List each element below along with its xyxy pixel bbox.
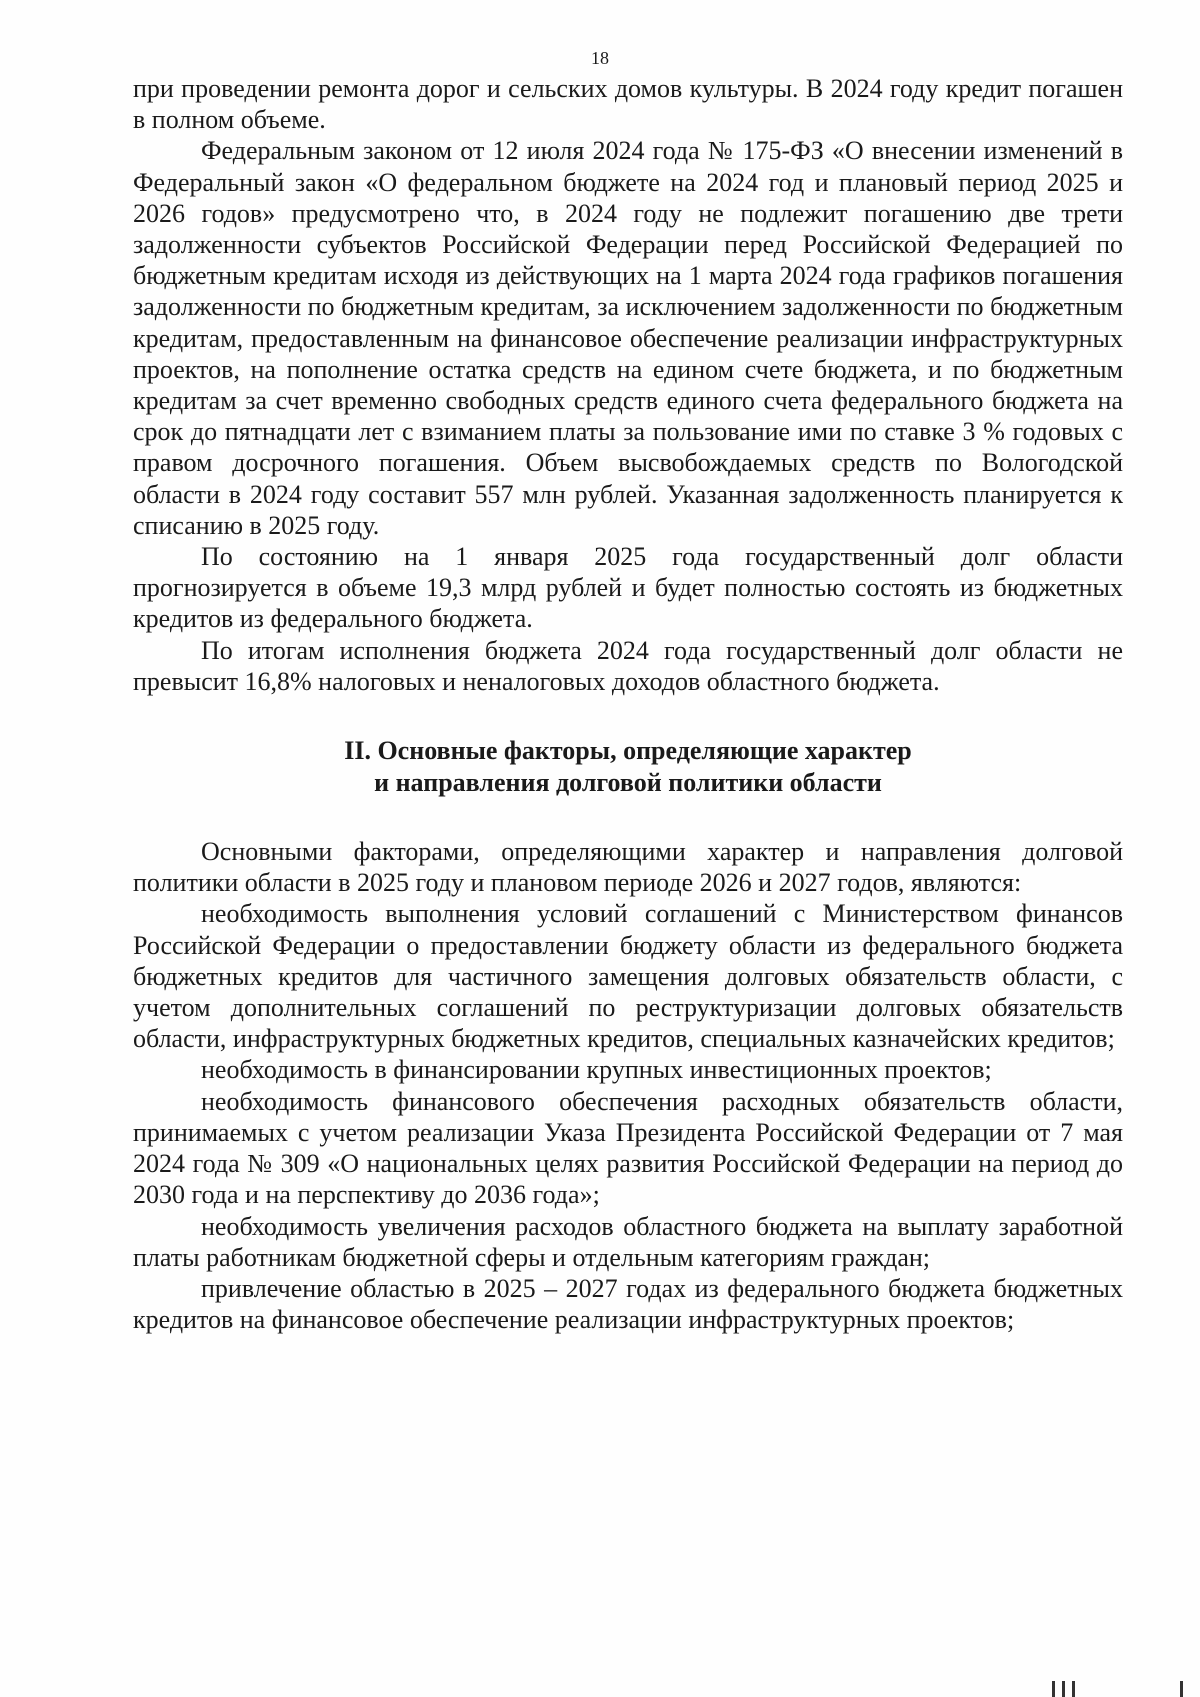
section-heading-line-2: и направления долговой политики области bbox=[374, 767, 882, 797]
paragraph-factors-intro: Основными факторами, определяющими характер и направления долговой политики области в 2025 году и плановом периоде 2026 и 2027 годов, являются: bbox=[133, 837, 1123, 898]
section-heading-line-1: II. Основные факторы, определяющие характер bbox=[344, 736, 912, 766]
document-body bbox=[133, 73, 1123, 1335]
paragraph-debt-limit: По итогам исполнения бюджета 2024 года государственный долг области не превысит 16,8% налоговых и неналоговых доходов областного бюджета. bbox=[133, 635, 1123, 696]
paragraph-federal-law: Федеральным законом от 12 июля 2024 года № 175-ФЗ «О внесении изменений в Федеральный закон «О федеральном бюджете на 2024 год и плановый период 2025 и 2026 годов» предусмотрено что, в 2024 году не подлежит погашению две трети задолженности субъектов Российской Федерации перед Российской Федерацией по бюджетным кредитам исходя из действующих на 1 марта 2024 года графиков погашения задолженности по бюджетным кредитам, за исключением задолженности по бюджетным кредитам, предоставленным на финансовое обеспечение реализации инфраструктурных проектов, на пополнение остатка средств на едином счете бюджета, и по бюджетным кредитам за счет временно свободных средств единого счета федерального бюджета на срок до пятнадцати лет с взиманием платы за пользование ими по ставке 3 % годовых с правом досрочного погашения. Объем высвобождаемых средств по Вологодской области в 2024 году составит 557 млн рублей. Указанная задолженность планируется к списанию в 2025 году. bbox=[133, 136, 1123, 540]
scan-mark bbox=[1052, 1681, 1055, 1697]
list-item-factor-expenditure: необходимость финансового обеспечения расходных обязательств области, принимаемых с учетом реализации Указа Президента Российской Федерации от 7 мая 2024 года № 309 «О национальных целях развития Российской Федерации на период до 2030 года и на перспективу до 2036 года»; bbox=[133, 1086, 1123, 1210]
list-item-factor-salaries: необходимость увеличения расходов областного бюджета на выплату заработной платы работникам бюджетной сферы и отдельным категориям граждан; bbox=[133, 1211, 1123, 1272]
paragraph-debt-forecast: По состоянию на 1 января 2025 года государственный долг области прогнозируется в объеме 19,3 млрд рублей и будет полностью состоять из бюджетных кредитов из федерального бюджета. bbox=[133, 542, 1123, 634]
list-item-factor-agreements: необходимость выполнения условий соглашений с Министерством финансов Российской Федерации о предоставлении бюджету области из федерального бюджета бюджетных кредитов для частичного замещения долговых обязательств области, с учетом дополнительных соглашений по реструктуризации долговых обязательств области, инфраструктурных бюджетных кредитов, специальных казначейских кредитов; bbox=[133, 899, 1123, 1054]
scan-mark bbox=[1062, 1681, 1065, 1697]
section-heading bbox=[133, 735, 1123, 798]
list-item-factor-infrastructure-credits: привлечение областью в 2025 – 2027 годах из федерального бюджета бюджетных кредитов на финансовое обеспечение реализации инфраструктурных проектов; bbox=[133, 1273, 1123, 1335]
page-number: 18 bbox=[591, 48, 609, 68]
paragraph-continuation: при проведении ремонта дорог и сельских домов культуры. В 2024 году кредит погашен в полном объеме. bbox=[133, 74, 1123, 135]
scan-mark bbox=[1072, 1681, 1075, 1697]
scan-mark bbox=[1180, 1681, 1183, 1697]
list-item-factor-investment: необходимость в финансировании крупных инвестиционных проектов; bbox=[201, 1055, 992, 1085]
